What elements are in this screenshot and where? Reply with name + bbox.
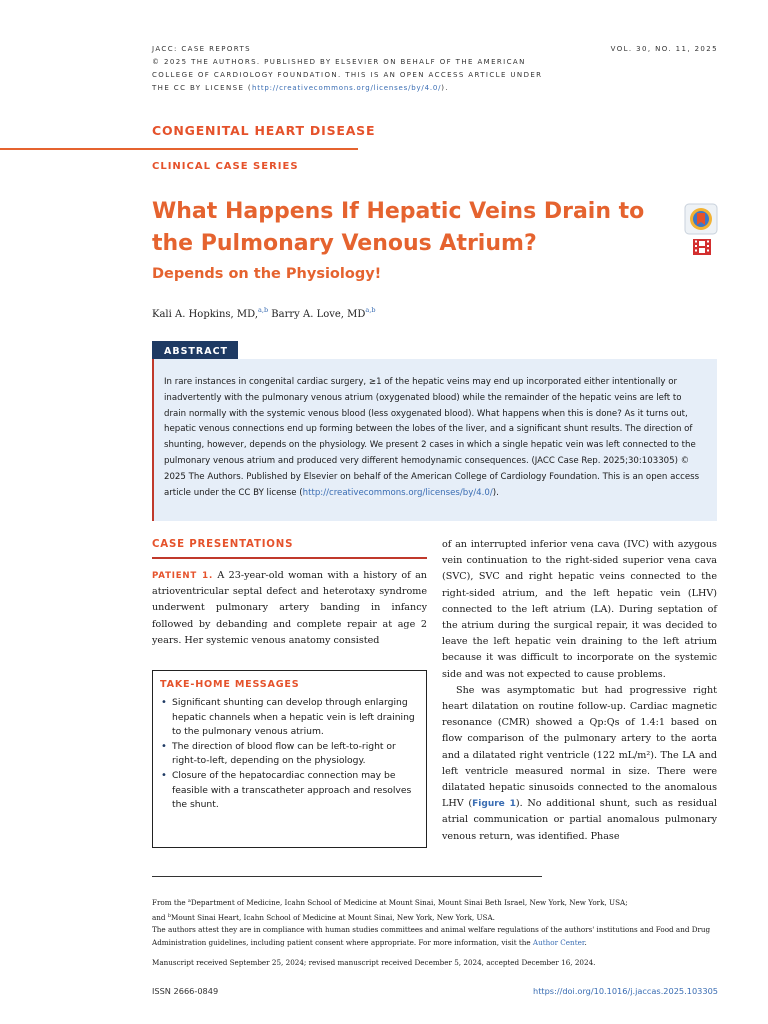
take-home-item: • Closure of the hepatocardiac connection may be feasible with a transcatheter approach and resolves the shunt. <box>159 769 416 813</box>
author-1-affiliation[interactable]: a,b <box>258 306 269 314</box>
issn: ISSN 2666-0849 <box>152 986 219 996</box>
affiliation-b <box>152 910 718 925</box>
license-link[interactable]: http://creativecommons.org/licenses/by/4.0/ <box>252 84 442 92</box>
volume-info: VOL. 30, NO. 11, 2025 <box>610 45 718 53</box>
section-label: CONGENITAL HEART DISEASE <box>152 123 376 138</box>
journal-header <box>152 43 542 95</box>
video-film-icon[interactable] <box>692 238 712 256</box>
right-paragraph-2 <box>442 683 717 845</box>
case-presentations-heading: CASE PRESENTATIONS <box>152 539 294 550</box>
patient-1-text: A 23-year-old woman with a history of an atrioventricular septal defect and heterotaxy syndrome underwent pulmonary artery banding in infancy followed by debanding and complete repair at age 2 years. Her systemic venous anatomy consisted <box>152 570 427 646</box>
take-home-item: • The direction of blood flow can be left-to-right or right-to-left, depending on the physiology. <box>159 740 416 769</box>
copyright-line-1: © 2025 THE AUTHORS. PUBLISHED BY ELSEVIER ON BEHALF OF THE AMERICAN <box>152 58 526 66</box>
footnote-rule <box>152 876 542 877</box>
abstract-license-link[interactable]: http://creativecommons.org/licenses/by/4.0/ <box>302 487 493 498</box>
right-column <box>442 537 717 845</box>
journal-name: JACC: CASE REPORTS <box>152 45 252 53</box>
affiliation-a <box>152 895 718 910</box>
copyright-line-3 <box>152 82 542 95</box>
author-2-affiliation[interactable]: a,b <box>365 306 376 314</box>
author-list <box>152 306 376 320</box>
figure-1-link[interactable]: Figure 1 <box>472 799 516 810</box>
author-1: Kali A. Hopkins, MD, <box>152 309 258 320</box>
patient-1-label: PATIENT 1. <box>152 571 214 581</box>
copyright-prefix: THE CC BY LICENSE ( <box>152 84 253 92</box>
affiliation-b-text: Mount Sinai Heart, Icahn School of Medicine at Mount Sinai, New York, New York, USA. <box>171 912 495 922</box>
copyright-line-2: COLLEGE OF CARDIOLOGY FOUNDATION. THIS IS AN OPEN ACCESS ARTICLE UNDER <box>152 71 543 79</box>
title-line-1: What Happens If Hepatic Veins Drain to <box>152 199 645 224</box>
right-paragraph-2-b: ). No additional shunt, such as residual atrial communication or partial anomalous pulmonary venous return, was identified. Phase <box>442 798 717 842</box>
manuscript-dates: Manuscript received September 25, 2024; revised manuscript received December 5, 2024, accepted December 16, 2024. <box>152 958 596 967</box>
affiliation-and: and <box>152 912 168 922</box>
author-center-link[interactable]: Author Center <box>532 937 585 947</box>
take-home-item: • Significant shunting can develop through enlarging hepatic channels when a hepatic vein is left draining to the pulmonary venous atrium. <box>159 696 416 740</box>
author-2: Barry A. Love, MD <box>268 309 366 320</box>
abstract-label: ABSTRACT <box>152 341 238 361</box>
copyright-suffix: ). <box>441 84 450 92</box>
take-home-title: TAKE-HOME MESSAGES <box>160 679 300 690</box>
abstract-suffix: ). <box>492 487 499 498</box>
right-paragraph-1: of an interrupted inferior vena cava (IVC) with azygous vein continuation to the right-sided superior vena cava (SVC), SVC and right hepatic veins connected to the right-sided atrium, and the left hepatic vein (LHV) connected to the left atrium (LA). During septation of the atrium during the surgical repair, it was decided to leave the left hepatic vein draining to the left atrium because it was difficult to incorporate on the systemic side and was not expected to cause problems. <box>442 539 717 680</box>
patient-1-paragraph <box>152 568 427 649</box>
affiliation-a-marker: a <box>187 898 191 904</box>
attestation-end: . <box>584 937 587 947</box>
title-line-2: the Pulmonary Venous Atrium? <box>152 231 537 256</box>
article-subtitle: Depends on the Physiology! <box>152 266 382 282</box>
subsection-label: CLINICAL CASE SERIES <box>152 161 299 172</box>
abstract-box <box>152 359 717 521</box>
attestation-text: The authors attest they are in compliance with human studies committees and animal welfare regulations of the authors' institutions and Food and Drug Administration guidelines, including patient consent where appropriate. For more information, visit the <box>152 925 711 947</box>
section-divider <box>0 148 358 150</box>
take-home-list <box>159 696 416 813</box>
case-heading-rule <box>152 557 427 559</box>
check-for-updates-icon[interactable] <box>684 203 718 235</box>
affiliation-b-marker: b <box>167 912 172 919</box>
attestation <box>152 924 718 949</box>
footnotes <box>152 895 718 970</box>
take-home-messages-box <box>152 670 427 848</box>
affiliation-a-text: Department of Medicine, Icahn School of Medicine at Mount Sinai, Mount Sinai Beth Israel, New York, New York, USA; <box>190 898 628 907</box>
doi-link[interactable]: https://doi.org/10.1016/j.jaccas.2025.103305 <box>533 986 718 996</box>
right-paragraph-2-a: She was asymptomatic but had progressive right heart dilatation on routine follow-up. Cardiac magnetic resonance (CMR) showed a Qp:Qs of 1.4:1 based on flow comparison of the pulmonary artery to the aorta and a dilatated right ventricle (122 mL/m²). The LA and left ventricle measured normal in size. There were dilatated hepatic sinusoids connected to the anomalous LHV ( <box>442 684 717 810</box>
article-title <box>152 196 672 260</box>
abstract-text: In rare instances in congenital cardiac surgery, ≥1 of the hepatic veins may end up incorporated either intentionally or inadvertently with the pulmonary venous atrium (oxygenated blood) while the remainder of the hepatic veins are left to drain normally with the systemic venous blood (less oxygenated blood). What happens when this is done? As it turns out, hepatic venous connections end up forming between the lobes of the liver, and a significant shunt results. The direction of shunting, however, depends on the physiology. We present 2 cases in which a single hepatic vein was left connected to the pulmonary venous atrium and produced very different hemodynamic consequences. (JACC Case Rep. 2025;30:103305) © 2025 The Authors. Published by Elsevier on behalf of the American College of Cardiology Foundation. This is an open access article under the CC BY license ( <box>164 377 700 498</box>
affiliation-prefix: From the <box>152 898 188 907</box>
